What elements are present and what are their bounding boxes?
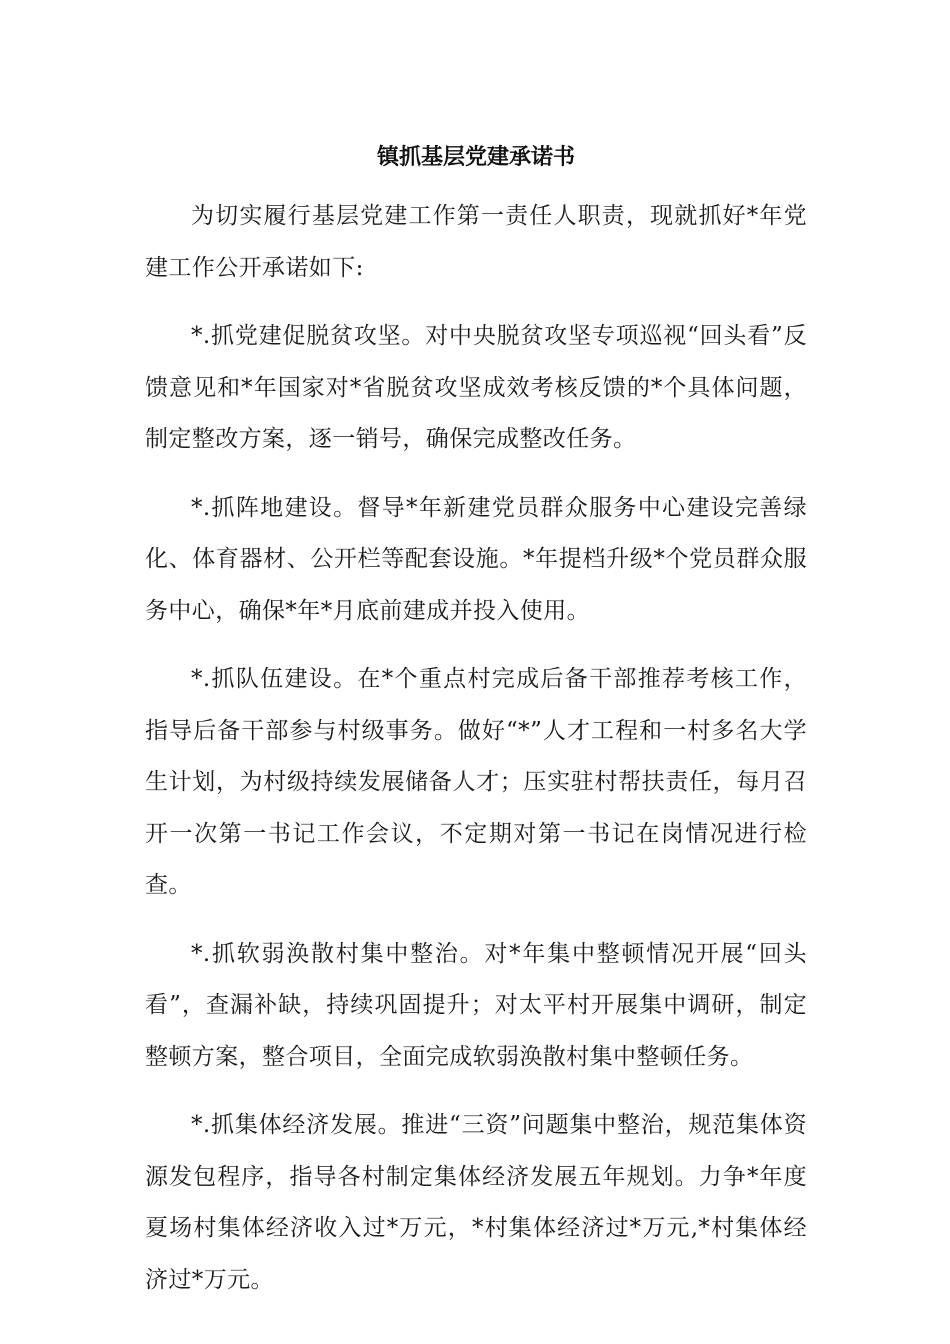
intro-paragraph: 为切实履行基层党建工作第一责任人职责，现就抓好*年党建工作公开承诺如下:: [145, 203, 807, 281]
commitment-weak-village-rectification: *.抓软弱涣散村集中整治。对*年集中整顿情况开展“回头看”，查漏补缺，持续巩固提升；对太平村开展集中调研，制定整顿方案，整合项目，全面完成软弱涣散村集中整顿任务。: [145, 940, 807, 1070]
commitment-collective-economy: *.抓集体经济发展。推进“三资”问题集中整治，规范集体资源发包程序，指导各村制定集体经济发展五年规划。力争*年度夏场村集体经济收入过*万元，*村集体经济过*万元,*村集体经济过*万元。: [145, 1112, 807, 1293]
document-body: [145, 191, 807, 1323]
commitment-position-building: *.抓阵地建设。督导*年新建党员群众服务中心建设完善绿化、体育器材、公开栏等配套设施。*年提档升级*个党员群众服务中心，确保*年*月底前建成并投入使用。: [145, 494, 807, 624]
commitment-team-building: *.抓队伍建设。在*个重点村完成后备干部推荐考核工作，指导后备干部参与村级事务。做好“*”人才工程和一村多名大学生计划，为村级持续发展储备人才；压实驻村帮扶责任，每月召开一次第一书记工作会议，不定期对第一书记在岗情况进行检查。: [145, 666, 807, 898]
document-title: 镇抓基层党建承诺书: [376, 144, 575, 170]
commitment-poverty-alleviation: *.抓党建促脱贫攻坚。对中央脱贫攻坚专项巡视“回头看”反馈意见和*年国家对*省脱贫攻坚成效考核反馈的*个具体问题，制定整改方案，逐一销号，确保完成整改任务。: [145, 323, 807, 452]
